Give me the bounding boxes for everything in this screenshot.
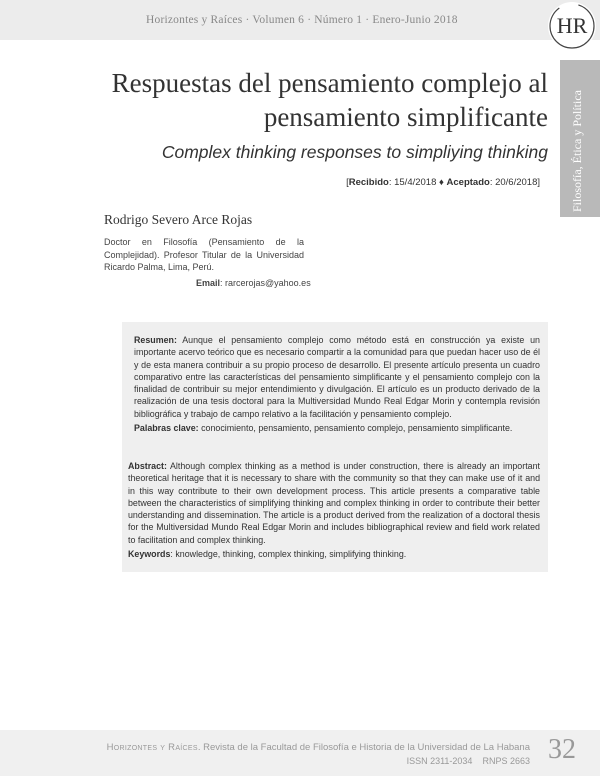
received-label: Recibido: [348, 177, 389, 188]
email-value: : rarcerojas@yahoo.es: [220, 278, 311, 288]
dates-close-bracket: ]: [537, 177, 540, 188]
dates-separator: ♦: [436, 177, 447, 188]
accepted-label: Aceptado: [446, 177, 490, 188]
article-subtitle: Complex thinking responses to simpliying thinking: [161, 142, 548, 162]
footer-journal-desc: . Revista de la Facultad de Filosofía e Historia de la Universidad de La Habana: [197, 742, 530, 753]
section-tab-label: Filosofía, Ética y Política: [570, 90, 584, 212]
author-name: Rodrigo Severo Arce Rojas: [104, 212, 253, 227]
abstract-es-label: Resumen:: [134, 335, 177, 345]
abstract-en-label: Abstract:: [128, 461, 167, 471]
accepted-date: : 20/6/2018: [489, 177, 538, 188]
footer-journal: [107, 742, 530, 753]
abstract-en-text: Although complex thinking as a method is under construction, there is already an important theoretical heritage that it is necessary to share with the community so that they can make use of it and in this way contribute to their own development process. This article presents a comparative table between the characteristics of simplifying thinking and complex thinking in order to contribute their better understanding and dissemination. The article is a product derived from the realization of a doctoral thesis for the Multiversidad Mundo Real Edgar Morin and includes bibliographical review and field work related to facilitation and complex thinking.: [128, 461, 540, 545]
footer-issn: [407, 756, 530, 766]
abstract-es: [134, 334, 540, 420]
author-affiliation: Doctor en Filosofía (Pensamiento de la Complejidad). Profesor Titular de la Universidad Ricardo Palma, Lima, Perú.: [104, 237, 304, 272]
page-number: 32: [548, 734, 576, 765]
article-title: Respuestas del pensamiento complejo al pensamiento simplificante: [111, 68, 548, 132]
footer-journal-name: Horizontes y Raíces: [106, 742, 198, 753]
abstract-en: [128, 460, 540, 546]
author-email: [196, 278, 311, 288]
rnps: RNPS 2663: [482, 756, 530, 766]
keywords-es-label: Palabras clave:: [134, 423, 199, 433]
journal-logo: [548, 2, 596, 50]
abstract-es-text: Aunque el pensamiento complejo como método está en construcción ya existe un importante acervo teórico que es necesario compartir a la comunidad para que puedan hacer uso de él y de esta manera contribuir a su propio proceso de desarrollo. El presente artículo presenta un cuadro comparativo entre las características del pensamiento simplificante y el pensamiento complejo con la finalidad de contribuir su mejor entendimiento y divulgación. El artículo es un producto derivado de la realización de una tesis doctoral para la Multiversidad Mundo Real Edgar Morin y contempla revisión bibliográfica y trabajo de campo relativo a la facilitación y pensamiento complejo.: [134, 335, 540, 419]
keywords-en-text: : knowledge, thinking, complex thinking, simplifying thinking.: [170, 549, 407, 559]
keywords-es: [134, 422, 540, 434]
keywords-en-label: Keywords: [128, 549, 171, 559]
keywords-es-text: conocimiento, pensamiento, pensamiento complejo, pensamiento simplificante.: [198, 423, 513, 433]
logo-icon: [548, 2, 596, 50]
received-date: : 15/4/2018: [388, 177, 437, 188]
issn: ISSN 2311-2034: [406, 756, 473, 766]
logo-text: HR: [556, 13, 588, 38]
footer-band: [0, 730, 600, 776]
dates-open-bracket: [: [346, 177, 349, 188]
article-dates: [346, 177, 540, 188]
email-label: Email: [196, 278, 221, 288]
keywords-en: [128, 548, 540, 560]
running-head: Horizontes y Raíces · Volumen 6 · Número 1 · Enero-Junio 2018: [146, 14, 458, 26]
